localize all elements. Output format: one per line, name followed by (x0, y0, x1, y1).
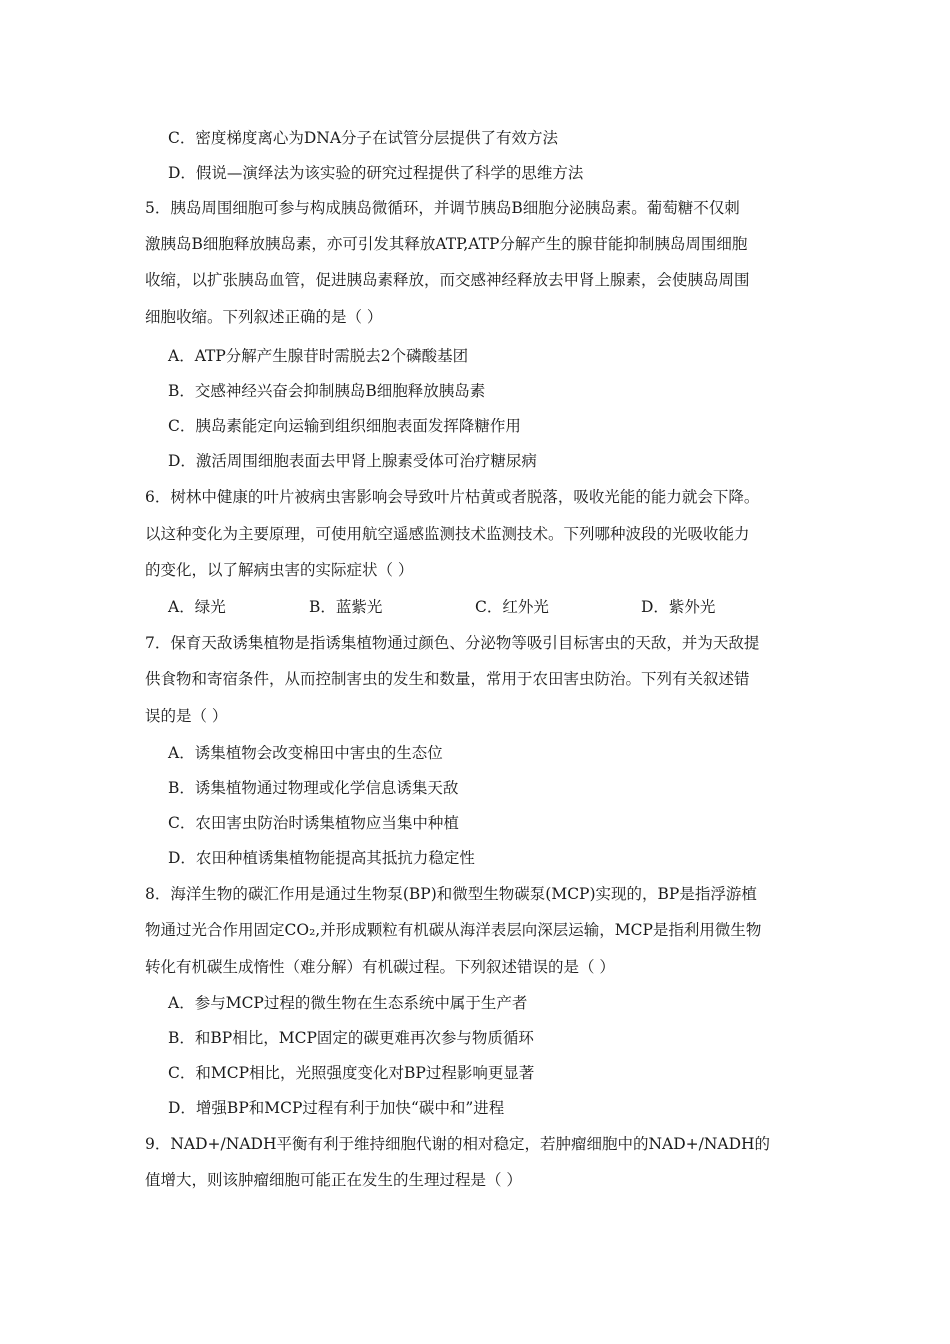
q5-stem-line-2: 激胰岛B细胞释放胰岛素，亦可引发其释放ATP,ATP分解产生的腺苷能抑制胰岛周围细胞 (145, 235, 748, 253)
q7-option-a: A．诱集植物会改变棉田中害虫的生态位 (168, 744, 443, 762)
q5-option-b: B．交感神经兴奋会抑制胰岛B细胞释放胰岛素 (168, 382, 486, 400)
q8-option-d: D．增强BP和MCP过程有利于加快“碳中和”进程 (168, 1099, 505, 1117)
q7-option-c: C．农田害虫防治时诱集植物应当集中种植 (168, 814, 459, 832)
q8-option-c: C．和MCP相比，光照强度变化对BP过程影响更显著 (168, 1064, 535, 1082)
q8-stem-line-3: 转化有机碳生成惰性（难分解）有机碳过程。下列叙述错误的是（ ） (145, 958, 615, 976)
q5-stem-line-1: 5．胰岛周围细胞可参与构成胰岛微循环，并调节胰岛B细胞分泌胰岛素。葡萄糖不仅刺 (145, 199, 740, 217)
q6-stem-line-1: 6．树林中健康的叶片被病虫害影响会导致叶片枯黄或者脱落，吸收光能的能力就会下降。 (145, 488, 760, 506)
q4-option-c: C．密度梯度离心为DNA分子在试管分层提供了有效方法 (168, 129, 559, 147)
q6-option-d: D．紫外光 (641, 598, 716, 616)
q9-stem-line-1: 9．NAD+/NADH平衡有利于维持细胞代谢的相对稳定，若肿瘤细胞中的NAD+/NADH的 (145, 1135, 771, 1153)
q7-stem-line-2: 供食物和寄宿条件，从而控制害虫的发生和数量，常用于农田害虫防治。下列有关叙述错 (145, 670, 750, 688)
q5-option-d: D．激活周围细胞表面去甲肾上腺素受体可治疗糖尿病 (168, 452, 537, 470)
q6-option-b: B．蓝紫光 (309, 598, 383, 616)
q7-stem-line-3: 误的是（ ） (145, 707, 228, 725)
q9-stem-line-2: 值增大，则该肿瘤细胞可能正在发生的生理过程是（ ） (145, 1171, 522, 1189)
q6-stem-line-3: 的变化，以了解病虫害的实际症状（ ） (145, 561, 414, 579)
q5-stem-line-3: 收缩，以扩张胰岛血管，促进胰岛素释放，而交感神经释放去甲肾上腺素，会使胰岛周围 (145, 271, 750, 289)
q8-option-a: A．参与MCP过程的微生物在生态系统中属于生产者 (168, 994, 528, 1012)
q6-stem-line-2: 以这种变化为主要原理，可使用航空遥感监测技术监测技术。下列哪种波段的光吸收能力 (145, 525, 750, 543)
q8-stem-line-1: 8．海洋生物的碳汇作用是通过生物泵(BP)和微型生物碳泵(MCP)实现的，BP是指浮游植 (145, 885, 757, 903)
q7-option-d: D．农田种植诱集植物能提高其抵抗力稳定性 (168, 849, 475, 867)
q4-option-d: D．假说—演绎法为该实验的研究过程提供了科学的思维方法 (168, 164, 584, 182)
q6-option-c: C．红外光 (475, 598, 549, 616)
q5-option-a: A．ATP分解产生腺苷时需脱去2个磷酸基团 (168, 347, 469, 365)
q7-stem-line-1: 7．保育天敌诱集植物是指诱集植物通过颜色、分泌物等吸引目标害虫的天敌，并为天敌提 (145, 634, 760, 652)
q5-option-c: C．胰岛素能定向运输到组织细胞表面发挥降糖作用 (168, 417, 521, 435)
q8-option-b: B．和BP相比，MCP固定的碳更难再次参与物质循环 (168, 1029, 534, 1047)
q7-option-b: B．诱集植物通过物理或化学信息诱集天敌 (168, 779, 459, 797)
q5-stem-line-4: 细胞收缩。下列叙述正确的是（ ） (145, 308, 383, 326)
q8-stem-line-2: 物通过光合作用固定CO₂,并形成颗粒有机碳从海洋表层向深层运输，MCP是指利用微生物 (145, 921, 762, 939)
q6-option-a: A．绿光 (168, 598, 226, 616)
